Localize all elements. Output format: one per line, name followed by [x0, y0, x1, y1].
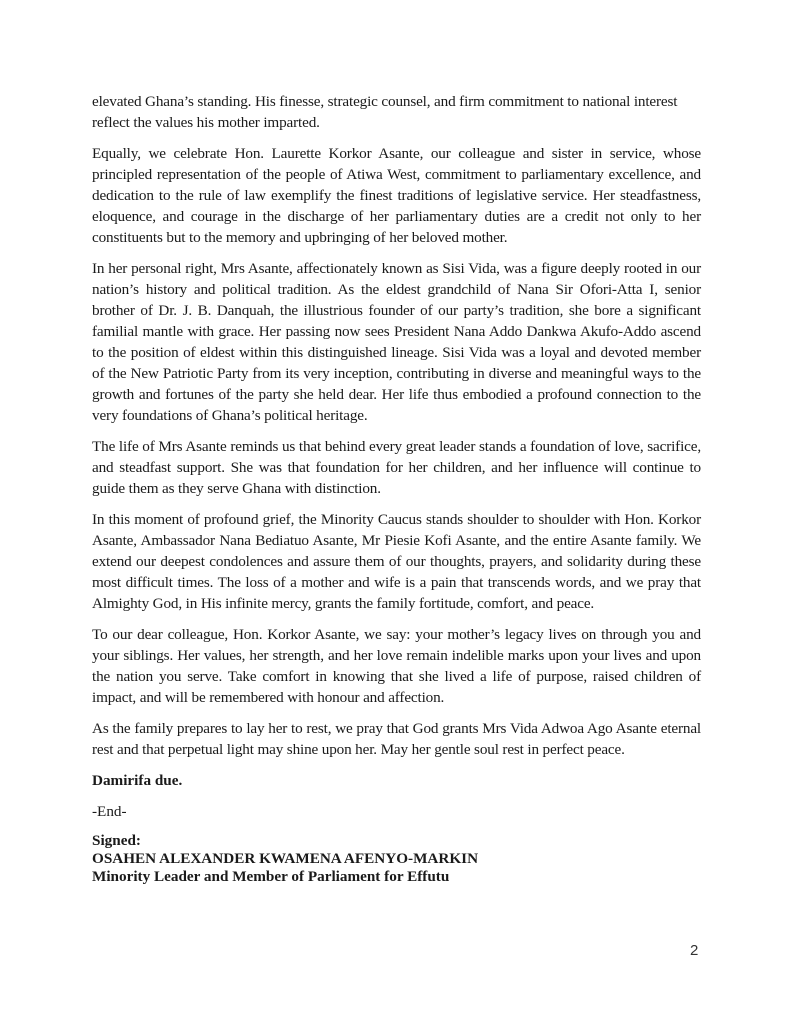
paragraph-sisi-vida-heritage: In her personal right, Mrs Asante, affectionately known as Sisi Vida, was a figure deeply rooted in our nation’s history and political tradition. As the eldest grandchild of Nana Sir Ofori-Atta I, senior brother of Dr. J. B. Danquah, the illustrious founder of our party’s tradition, she bore a significant familial mantle with grace. Her passing now sees President Nana Addo Dankwa Akufo-Addo ascend to the position of eldest within this distinguished lineage. Sisi Vida was a loyal and devoted member of the New Patriotic Party from its very inception, contributing in diverse and meaningful ways to the growth and fortunes of the party she held dear. Her life thus embodied a profound connection to the very foundations of Ghana’s political heritage. [92, 260, 701, 424]
closing-phrase: Damirifa due. [92, 772, 183, 789]
signatory-name: OSAHEN ALEXANDER KWAMENA AFENYO-MARKIN [92, 850, 479, 867]
page-number: 2 [690, 942, 699, 959]
signatory-title: Minority Leader and Member of Parliament for Effutu [92, 868, 450, 885]
paragraph-message-to-colleague: To our dear colleague, Hon. Korkor Asante, we say: your mother’s legacy lives on through you and your siblings. Her values, her strength, and her love remain indelible marks upon your lives and upon the nation you serve. Take comfort in knowing that she lived a life of purpose, raised children of impact, and will be remembered with honour and affection. [92, 626, 701, 706]
signature-block [92, 832, 701, 886]
paragraph-final-prayer: As the family prepares to lay her to rest, we pray that God grants Mrs Vida Adwoa Ago Asante eternal rest and that perpetual light may shine upon her. May her gentle soul rest in perfect peace. [92, 720, 701, 758]
paragraph-foundation-of-love: The life of Mrs Asante reminds us that behind every great leader stands a foundation of love, sacrifice, and steadfast support. She was that foundation for her children, and her influence will continue to guide them as they serve Ghana with distinction. [92, 438, 701, 497]
paragraph-continuation: elevated Ghana’s standing. His finesse, strategic counsel, and firm commitment to national interest reflect the values his mother imparted. [92, 93, 678, 131]
document-page [92, 91, 701, 886]
paragraph-korkor-asante-tribute: Equally, we celebrate Hon. Laurette Korkor Asante, our colleague and sister in service, whose principled representation of the people of Atiwa West, commitment to parliamentary excellence, and dedication to the rule of law exemplify the finest traditions of legislative service. Her steadfastness, eloquence, and courage in the discharge of her parliamentary duties are a credit not only to her constituents but to the memory and upbringing of her beloved mother. [92, 145, 701, 246]
paragraph-condolences: In this moment of profound grief, the Minority Caucus stands shoulder to shoulder with Hon. Korkor Asante, Ambassador Nana Bediatuo Asante, Mr Piesie Kofi Asante, and the entire Asante family. We extend our deepest condolences and assure them of our thoughts, prayers, and solidarity during these most difficult times. The loss of a mother and wife is a pain that transcends words, and we pray that Almighty God, in His infinite mercy, grants the family fortitude, comfort, and peace. [92, 511, 701, 612]
end-marker: -End- [92, 803, 127, 820]
signature-label: Signed: [92, 832, 141, 849]
